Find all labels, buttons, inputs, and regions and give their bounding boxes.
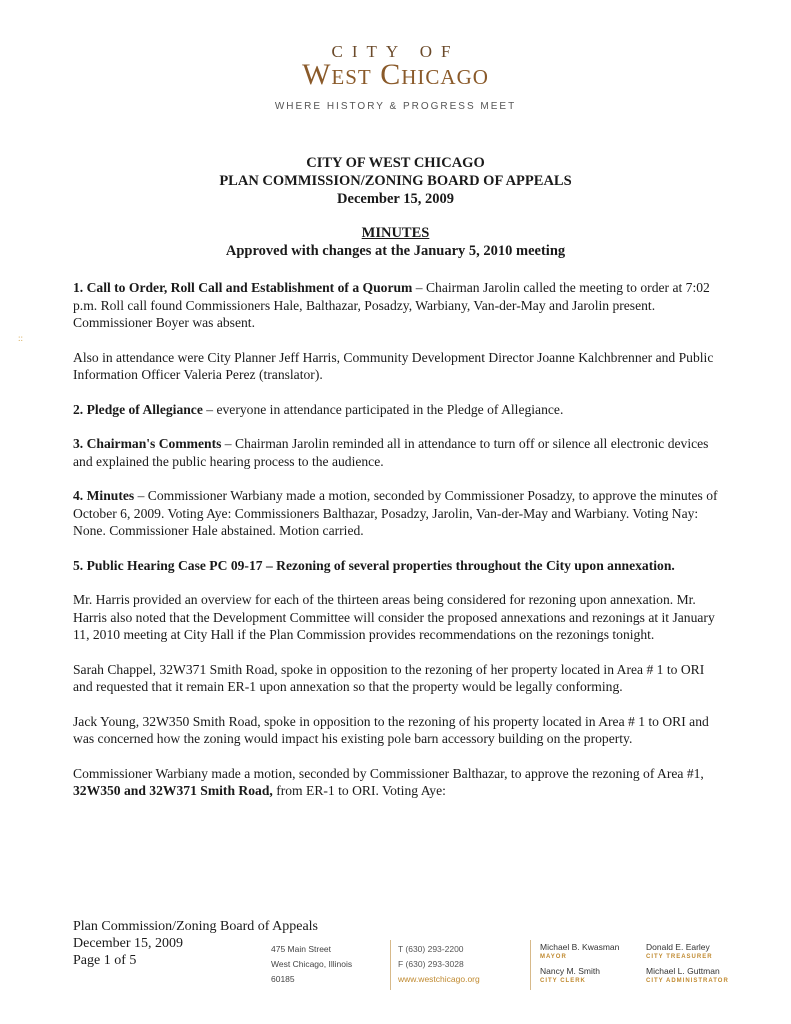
item-heading: 1. Call to Order, Roll Call and Establishment of a Quorum (73, 280, 413, 295)
logo-city-of: CITY OF (331, 42, 460, 61)
chappel-paragraph: Sarah Chappel, 32W371 Smith Road, spoke in opposition to the rezoning of her property located in Area # 1 to ORI and requested that it remain ER-1 upon annexation so that the property would be legally conforming. (73, 661, 705, 694)
margin-mark: :: (18, 333, 24, 343)
footer-date: December 15, 2009 (73, 936, 184, 951)
official-name: Michael L. Guttman (646, 966, 720, 976)
footer-commission: Plan Commission/Zoning Board of Appeals (73, 919, 318, 934)
logo-tagline: WHERE HISTORY & PROGRESS MEET (274, 101, 517, 112)
header-city: CITY OF WEST CHICAGO (306, 155, 485, 171)
item-heading: 3. Chairman's Comments (73, 436, 222, 451)
item-minutes (73, 487, 723, 540)
approval-note: Approved with changes at the January 5, 2010 meeting (225, 243, 566, 259)
motion-address: 32W350 and 32W371 Smith Road, (73, 783, 273, 798)
item-heading: 4. Minutes (73, 488, 135, 503)
attendance-paragraph: Also in attendance were City Planner Jeff Harris, Community Development Director Joanne Kalchbrenner and Public Information Officer Valeria Perez (translator). (73, 349, 714, 382)
item-public-hearing: 5. Public Hearing Case PC 09-17 – Rezoning of several properties throughout the City upon annexation. (73, 557, 675, 573)
website-link[interactable]: www.westchicago.org (398, 974, 480, 984)
official-name: Nancy M. Smith (540, 966, 600, 976)
official-name: Michael B. Kwasman (540, 942, 620, 952)
address-city: West Chicago, Illinois (271, 959, 353, 969)
phone-number: T (630) 293-2200 (398, 944, 464, 954)
official-role: CITY ADMINISTRATOR (646, 978, 729, 984)
motion-paragraph (73, 765, 723, 800)
item-pledge (73, 401, 723, 419)
official-role: CITY CLERK (540, 978, 586, 984)
official-treasurer (646, 942, 713, 962)
logo-west-chicago: West Chicago (302, 58, 489, 91)
official-role: MAYOR (540, 954, 567, 960)
young-paragraph: Jack Young, 32W350 Smith Road, spoke in opposition to the rezoning of his property located in Area # 1 to ORI and was concerned how the zoning would impact his existing pole barn accessory building on the property. (73, 713, 709, 746)
minutes-heading: MINUTES (361, 225, 430, 241)
overview-paragraph: Mr. Harris provided an overview for each of the thirteen areas being considered for rezoning upon annexation. Mr. Harris also noted that the Development Committee will consider the proposed annexations and rezonings at it January 11, 2010 meeting at City Hall if the Plan Commission provides recommendations on the rezonings tonight. (73, 592, 715, 642)
fax-number: F (630) 293-3028 (398, 959, 464, 969)
motion-text-end: from ER-1 to ORI. Voting Aye: (272, 783, 446, 798)
item-call-to-order (73, 279, 723, 332)
header-commission: PLAN COMMISSION/ZONING BOARD OF APPEALS (219, 173, 572, 189)
address-street: 475 Main Street (271, 944, 332, 954)
item-text: – Chairman Jarolin called the meeting to order at 7:02 p.m. Roll call found Commissioners Hale, Balthazar, Posadzy, Warbiany, Van-der-May and Jarolin present. Commissioner Boyer was absent. (73, 280, 710, 330)
footer-divider (390, 940, 391, 990)
header-date: December 15, 2009 (337, 191, 454, 207)
official-administrator (646, 966, 729, 986)
item-text: – everyone in attendance participated in the Pledge of Allegiance. (202, 401, 564, 417)
minutes-body (73, 279, 723, 817)
footer-contact (398, 942, 480, 987)
official-name: Donald E. Earley (646, 942, 710, 952)
item-text: – Commissioner Warbiany made a motion, seconded by Commissioner Posadzy, to approve the minutes of October 6, 2009. Voting Aye: Commissioners Balthazar, Posadzy, Jarolin, Van-der-May and Warbiany. Voting Nay: None. Commissioner Hale abstained. Motion carried. (73, 488, 718, 538)
address-zip: 60185 (271, 974, 295, 984)
footer-divider (530, 940, 531, 990)
item-chairmans-comments (73, 435, 723, 470)
official-role: CITY TREASURER (646, 954, 713, 960)
motion-text: Commissioner Warbiany made a motion, seconded by Commissioner Balthazar, to approve the rezoning of Area #1, (73, 765, 704, 781)
official-mayor (540, 942, 619, 962)
official-clerk (540, 966, 600, 986)
footer-address (271, 942, 352, 987)
item-text: – Chairman Jarolin reminded all in attendance to turn off or silence all electronic devices and explained the public hearing process to the audience. (73, 436, 709, 469)
item-heading: 2. Pledge of Allegiance (73, 401, 203, 417)
footer-page-number: Page 1 of 5 (73, 953, 137, 968)
